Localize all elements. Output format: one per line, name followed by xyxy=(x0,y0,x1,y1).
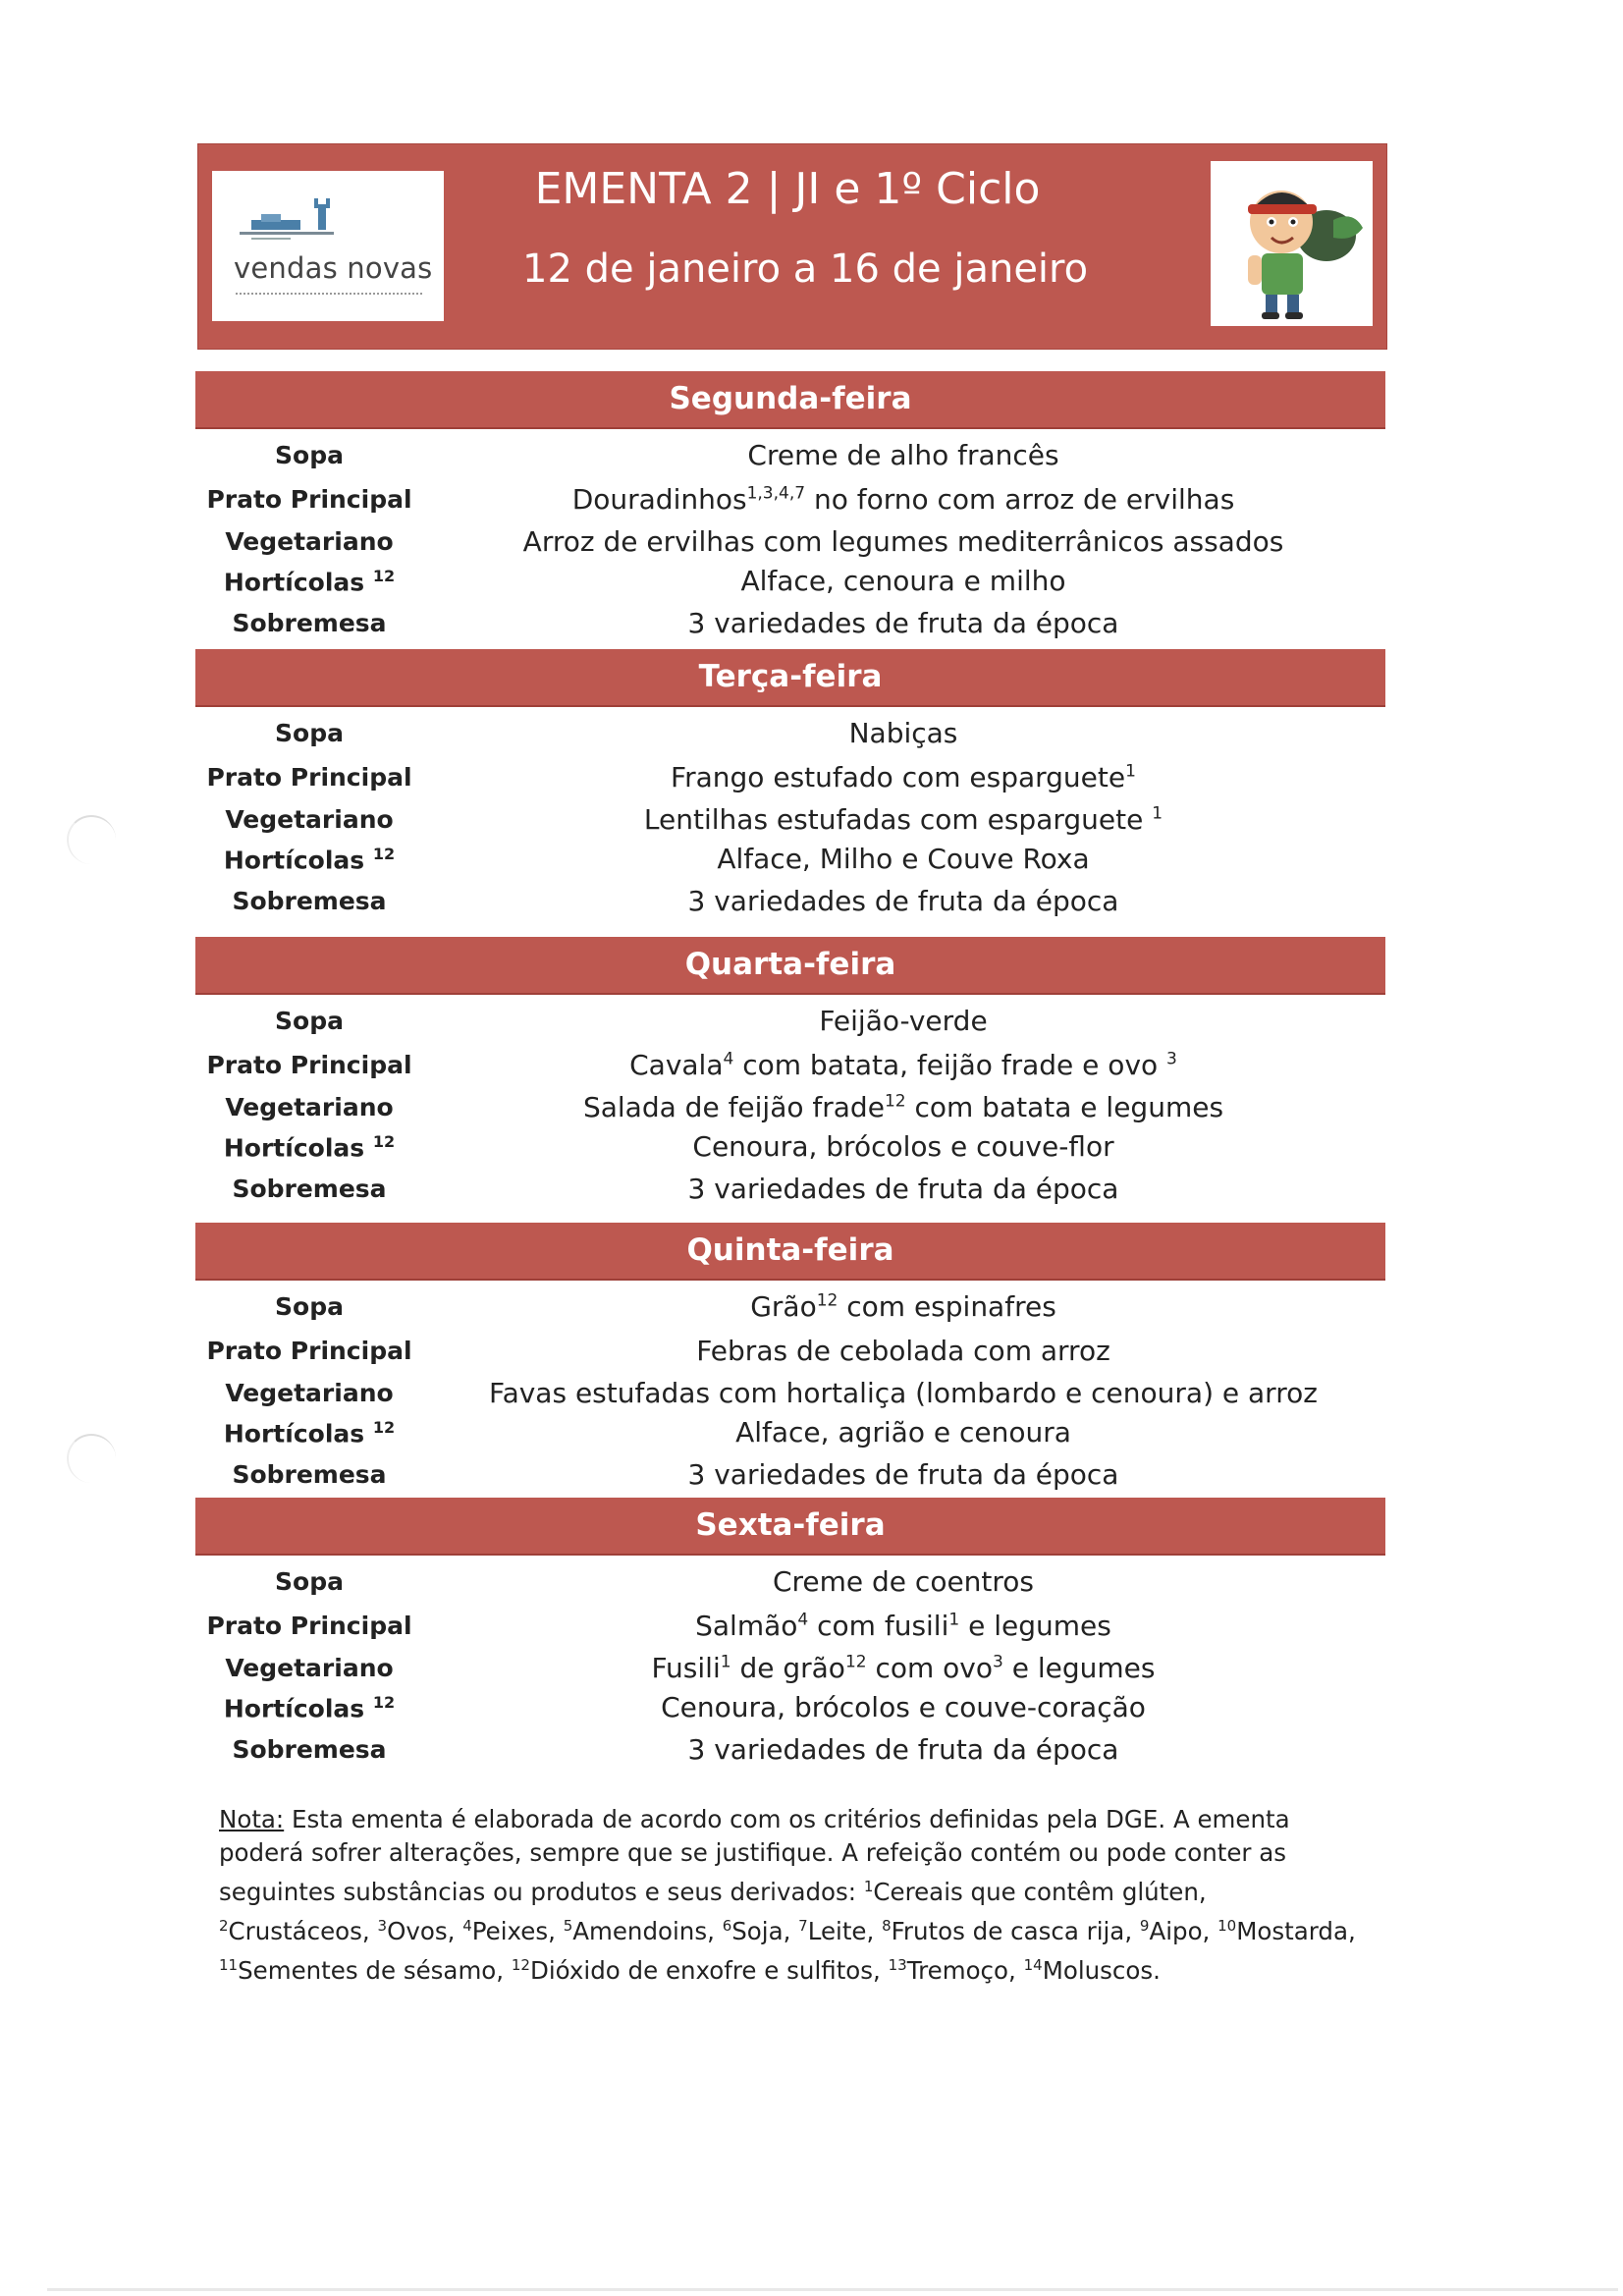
dish-sopa xyxy=(432,1290,1375,1323)
dish-text: com espinafres xyxy=(838,1290,1056,1323)
row-label-horticolas xyxy=(172,1693,447,1722)
logo-text: vendas novas xyxy=(234,251,433,285)
day-name: Quarta-feira xyxy=(684,947,896,982)
dish-text: e legumes xyxy=(959,1610,1111,1642)
town-logo-icon xyxy=(232,185,350,244)
day-header-2 xyxy=(195,937,1385,995)
label-text: Prato Principal xyxy=(206,485,412,514)
allergen-number: 12 xyxy=(511,1956,530,1975)
row-label-horticolas xyxy=(172,567,447,596)
page-subtitle: 12 de janeiro a 16 de janeiro xyxy=(522,246,1089,292)
row-label-vegetariano xyxy=(172,1379,447,1407)
allergen-name: Sementes de sésamo, xyxy=(238,1956,512,1986)
allergen-number: 14 xyxy=(1023,1956,1043,1975)
allergen-note xyxy=(219,1803,1358,1988)
dish-vegetariano: Arroz de ervilhas com legumes mediterrânicos assados xyxy=(522,525,1284,558)
allergen-superscript: 3 xyxy=(1166,1049,1177,1069)
dish-prato xyxy=(432,1610,1375,1642)
dish-text: Cavala xyxy=(629,1049,724,1081)
label-text: Prato Principal xyxy=(206,1337,412,1365)
allergen-superscript: 4 xyxy=(797,1610,809,1630)
dish-text: Douradinhos xyxy=(571,483,747,516)
allergen-name: Ovos, xyxy=(387,1917,463,1946)
label-text: Sobremesa xyxy=(232,887,387,915)
dish-text: com fusili xyxy=(808,1610,949,1642)
allergen-name: Moluscos. xyxy=(1042,1956,1161,1986)
allergen-name: Tremoço, xyxy=(906,1956,1024,1986)
row-label-vegetariano xyxy=(172,805,447,834)
allergen-number: 4 xyxy=(462,1917,472,1936)
dish-sopa: Feijão-verde xyxy=(819,1005,988,1037)
allergen-superscript: 4 xyxy=(723,1049,734,1069)
dish-vegetariano xyxy=(432,1091,1375,1123)
dish-vegetariano xyxy=(432,1652,1375,1684)
allergen-superscript: 12 xyxy=(844,1652,867,1672)
allergen-number: 8 xyxy=(882,1917,892,1936)
label-text: Prato Principal xyxy=(206,1612,412,1640)
row-label-sobremesa xyxy=(172,1735,447,1764)
dish-horticolas: Cenoura, brócolos e couve-coração xyxy=(661,1691,1146,1723)
dish-text: Frango estufado com esparguete xyxy=(671,761,1126,793)
dish-text: com batata e legumes xyxy=(905,1091,1224,1123)
note-label: Nota: xyxy=(219,1805,285,1833)
row-label-prato xyxy=(172,763,447,792)
dish-text: e legumes xyxy=(1002,1652,1156,1684)
row-label-sobremesa xyxy=(172,1460,447,1489)
label-text: Sobremesa xyxy=(232,1460,387,1489)
row-label-sobremesa xyxy=(172,887,447,915)
label-text: Prato Principal xyxy=(206,1051,412,1079)
row-label-vegetariano xyxy=(172,527,447,556)
label-text: Hortícolas xyxy=(223,1419,365,1449)
menu-header xyxy=(197,143,1387,350)
dish-prato xyxy=(432,1049,1375,1081)
label-text: Prato Principal xyxy=(206,763,412,792)
allergen-number: 11 xyxy=(219,1956,239,1975)
allergen-superscript: 12 xyxy=(884,1091,906,1112)
dish-prato xyxy=(432,761,1375,793)
dish-horticolas: Alface, cenoura e milho xyxy=(740,565,1066,597)
allergen-superscript: 1 xyxy=(720,1652,731,1672)
row-label-horticolas xyxy=(172,1418,447,1448)
scan-edge xyxy=(47,2288,1618,2291)
vendas-novas-logo xyxy=(212,171,444,321)
note-intro: Esta ementa é elaborada de acordo com os critérios definidas pela DGE. A ementa poderá sofrer alterações, sempre que se justifique. A refeição contém ou pode conter as seguintes substâncias ou produtos e seus derivados: xyxy=(219,1805,1290,1907)
allergen-superscript: 12 xyxy=(372,1693,396,1712)
allergen-number: 6 xyxy=(722,1917,732,1936)
allergen-name: Dióxido de enxofre e sulfitos, xyxy=(529,1956,889,1986)
row-label-prato xyxy=(172,1051,447,1079)
allergen-superscript: 12 xyxy=(372,567,396,585)
allergen-name: Mostarda, xyxy=(1236,1917,1356,1946)
row-label-vegetariano xyxy=(172,1093,447,1121)
allergen-name: Leite, xyxy=(807,1917,883,1946)
dish-text: Fusili xyxy=(651,1652,721,1684)
allergen-number: 13 xyxy=(888,1956,907,1975)
label-text: Vegetariano xyxy=(225,1093,394,1121)
label-text: Sopa xyxy=(275,1567,344,1596)
dish-vegetariano: Favas estufadas com hortaliça (lombardo e cenoura) e arroz xyxy=(489,1377,1318,1409)
row-label-sopa xyxy=(172,719,447,747)
dish-sobremesa: 3 variedades de fruta da época xyxy=(687,607,1119,639)
allergen-superscript: 12 xyxy=(372,1132,396,1151)
allergen-name: Peixes, xyxy=(471,1917,564,1946)
day-header-3 xyxy=(195,1223,1385,1281)
label-text: Sobremesa xyxy=(232,1735,387,1764)
row-label-prato xyxy=(172,1337,447,1365)
label-text: Hortícolas xyxy=(223,846,365,875)
allergen-number: 2 xyxy=(219,1917,229,1936)
allergen-number: 3 xyxy=(377,1917,388,1936)
dish-text: Lentilhas estufadas com esparguete xyxy=(643,803,1153,836)
allergen-name: Cereais que contêm glúten, xyxy=(873,1878,1207,1907)
day-header-0 xyxy=(195,371,1385,429)
row-label-vegetariano xyxy=(172,1654,447,1682)
label-text: Vegetariano xyxy=(225,527,394,556)
row-label-sopa xyxy=(172,1007,447,1035)
row-label-sopa xyxy=(172,441,447,469)
allergen-number: 7 xyxy=(798,1917,808,1936)
allergen-superscript: 12 xyxy=(372,845,396,863)
dish-text: Salmão xyxy=(695,1610,798,1642)
dish-prato xyxy=(432,483,1375,516)
dish-horticolas: Cenoura, brócolos e couve-flor xyxy=(692,1130,1114,1163)
punch-hole-mark xyxy=(67,815,116,864)
day-name: Segunda-feira xyxy=(669,381,912,416)
allergen-name: Aipo, xyxy=(1149,1917,1218,1946)
label-text: Sopa xyxy=(275,719,344,747)
dish-text: Grão xyxy=(750,1290,817,1323)
allergen-superscript: 12 xyxy=(816,1290,839,1311)
label-text: Hortícolas xyxy=(223,1133,365,1163)
dish-sopa: Creme de alho francês xyxy=(747,439,1059,471)
logo-tagline xyxy=(236,293,422,299)
dish-sobremesa: 3 variedades de fruta da época xyxy=(687,885,1119,917)
dish-horticolas: Alface, Milho e Couve Roxa xyxy=(717,843,1090,875)
dish-sopa: Creme de coentros xyxy=(772,1565,1035,1598)
allergen-superscript: 1 xyxy=(1125,761,1136,782)
day-header-4 xyxy=(195,1498,1385,1556)
label-text: Sopa xyxy=(275,1292,344,1321)
dish-sobremesa: 3 variedades de fruta da época xyxy=(687,1733,1119,1766)
allergen-number: 5 xyxy=(563,1917,573,1936)
page-title: EMENTA 2 | JI e 1º Ciclo xyxy=(534,164,1041,214)
label-text: Sopa xyxy=(275,1007,344,1035)
allergen-superscript: 1,3,4,7 xyxy=(746,483,806,504)
punch-hole-mark xyxy=(67,1434,116,1483)
label-text: Sopa xyxy=(275,441,344,469)
dish-text: com batata, feijão frade e ovo xyxy=(733,1049,1167,1081)
mascot-boy-icon xyxy=(1211,161,1373,326)
row-label-prato xyxy=(172,485,447,514)
dish-text: de grão xyxy=(730,1652,845,1684)
allergen-name: Amendoins, xyxy=(572,1917,723,1946)
dish-sobremesa: 3 variedades de fruta da época xyxy=(687,1458,1119,1491)
dish-prato: Febras de cebolada com arroz xyxy=(696,1335,1110,1367)
allergen-number: 10 xyxy=(1217,1917,1237,1936)
allergen-superscript: 1 xyxy=(948,1610,960,1630)
dish-sopa: Nabiças xyxy=(848,717,958,749)
row-label-sobremesa xyxy=(172,1175,447,1203)
day-name: Quinta-feira xyxy=(686,1232,894,1268)
dish-text: no forno com arroz de ervilhas xyxy=(805,483,1235,516)
allergen-name: Crustáceos, xyxy=(228,1917,378,1946)
label-text: Hortícolas xyxy=(223,1694,365,1723)
allergen-superscript: 3 xyxy=(993,1652,1003,1672)
allergen-number: 9 xyxy=(1139,1917,1150,1936)
label-text: Vegetariano xyxy=(225,805,394,834)
row-label-horticolas xyxy=(172,845,447,874)
dish-text: Salada de feijão frade xyxy=(582,1091,885,1123)
label-text: Hortícolas xyxy=(223,568,365,597)
allergen-name: Soja, xyxy=(731,1917,799,1946)
label-text: Vegetariano xyxy=(225,1379,394,1407)
dish-text: com ovo xyxy=(866,1652,994,1684)
row-label-prato xyxy=(172,1612,447,1640)
day-name: Terça-feira xyxy=(698,659,883,694)
row-label-horticolas xyxy=(172,1132,447,1162)
row-label-sopa xyxy=(172,1567,447,1596)
day-header-1 xyxy=(195,649,1385,707)
label-text: Vegetariano xyxy=(225,1654,394,1682)
mascot-image xyxy=(1211,161,1373,326)
row-label-sobremesa xyxy=(172,609,447,637)
day-name: Sexta-feira xyxy=(695,1507,886,1543)
dish-sobremesa: 3 variedades de fruta da época xyxy=(687,1173,1119,1205)
label-text: Sobremesa xyxy=(232,1175,387,1203)
label-text: Sobremesa xyxy=(232,609,387,637)
row-label-sopa xyxy=(172,1292,447,1321)
allergen-number: 1 xyxy=(863,1878,874,1895)
dish-horticolas: Alface, agrião e cenoura xyxy=(735,1416,1071,1449)
allergen-name: Frutos de casca rija, xyxy=(891,1917,1140,1946)
allergen-superscript: 12 xyxy=(372,1418,396,1437)
dish-vegetariano xyxy=(432,803,1375,836)
allergen-superscript: 1 xyxy=(1152,803,1163,824)
